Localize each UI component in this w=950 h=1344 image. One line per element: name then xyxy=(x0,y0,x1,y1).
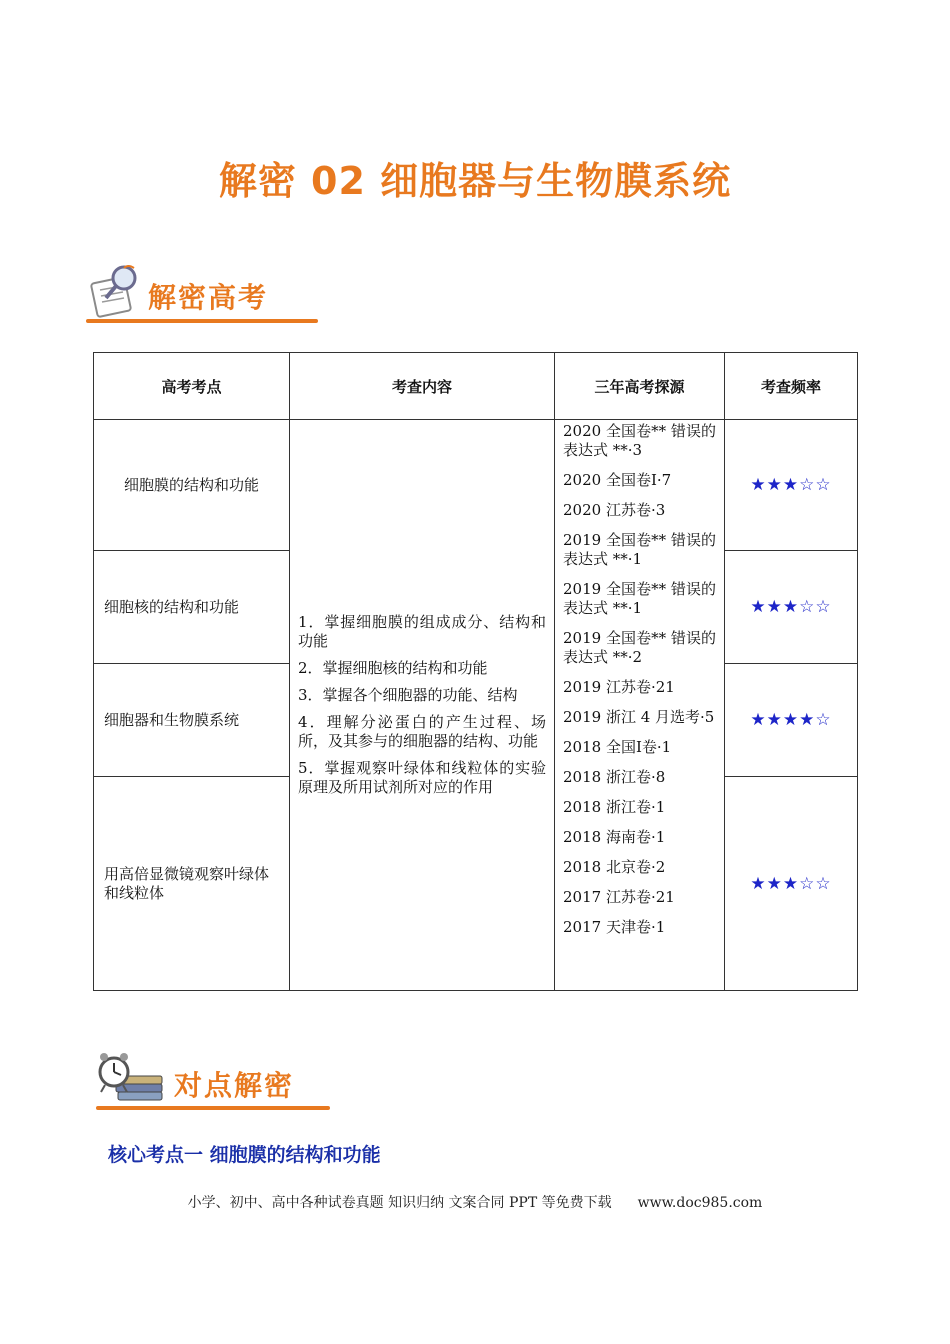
frequency-stars: ★★★☆☆ xyxy=(725,420,858,551)
table-row xyxy=(94,420,858,551)
source-item: 2018 北京卷·2 xyxy=(563,858,666,876)
source-item: 2020 江苏卷·3 xyxy=(563,501,666,519)
header-frequency: 考查频率 xyxy=(725,353,858,420)
frequency-stars: ★★★☆☆ xyxy=(725,777,858,991)
content-item: 5．掌握观察叶绿体和线粒体的实验原理及所用试剂所对应的作用 xyxy=(298,759,546,796)
notebook-magnifier-icon xyxy=(86,262,148,324)
header-source: 三年高考探源 xyxy=(555,353,725,420)
frequency-stars: ★★★☆☆ xyxy=(725,551,858,664)
content-item: 1．掌握细胞膜的组成成分、结构和功能 xyxy=(298,613,546,650)
source-item: 2019 全国卷** 错误的表达式 **·1 xyxy=(563,580,716,617)
source-item: 2019 全国卷** 错误的表达式 **·1 xyxy=(563,531,716,568)
source-item: 2017 天津卷·1 xyxy=(563,918,666,936)
source-item: 2018 全国Ⅰ卷·1 xyxy=(563,738,672,756)
page-title: 解密 02 细胞器与生物膜系统 xyxy=(218,159,732,203)
header-exam-point: 高考考点 xyxy=(94,353,290,420)
content-item: 3．掌握各个细胞器的功能、结构 xyxy=(298,686,518,704)
footer xyxy=(0,1192,950,1212)
frequency-stars: ★★★★☆ xyxy=(725,664,858,777)
source-item: 2019 浙江 4 月选考·5 xyxy=(563,708,715,726)
exam-point: 细胞核的结构和功能 xyxy=(94,551,290,664)
source-item: 2017 江苏卷·21 xyxy=(563,888,675,906)
exam-point: 细胞膜的结构和功能 xyxy=(94,420,290,551)
exam-point: 用高倍显微镜观察叶绿体和线粒体 xyxy=(94,777,290,991)
table-header-row xyxy=(94,353,858,420)
books-clock-icon xyxy=(96,1048,166,1108)
section-underline xyxy=(96,1106,330,1110)
source-item: 2019 江苏卷·21 xyxy=(563,678,675,696)
section-header-jiemi-gaokao xyxy=(86,262,326,332)
exam-point: 细胞器和生物膜系统 xyxy=(94,664,290,777)
section-label: 解密高考 xyxy=(148,281,269,314)
section-label: 对点解密 xyxy=(174,1069,295,1102)
exam-table xyxy=(93,352,858,991)
source-item: 2019 全国卷** 错误的表达式 **·2 xyxy=(563,629,716,666)
source-item: 2018 海南卷·1 xyxy=(563,828,666,846)
source-item: 2018 浙江卷·8 xyxy=(563,768,666,786)
footer-text: 小学、初中、高中各种试卷真题 知识归纳 文案合同 PPT 等免费下载 xyxy=(187,1195,612,1211)
content-item: 2．掌握细胞核的结构和功能 xyxy=(298,659,488,677)
source-item: 2020 全国卷** 错误的表达式 **·3 xyxy=(563,422,716,459)
source-item: 2020 全国卷Ⅰ·7 xyxy=(563,471,672,489)
core-point-title: 核心考点一 细胞膜的结构和功能 xyxy=(108,1144,381,1166)
content-cell xyxy=(290,420,555,991)
source-item: 2018 浙江卷·1 xyxy=(563,798,666,816)
section-underline xyxy=(86,319,318,323)
section-header-duidian-jiemi xyxy=(96,1048,336,1118)
content-item: 4．理解分泌蛋白的产生过程、场所，及其参与的细胞器的结构、功能 xyxy=(298,713,546,750)
source-cell xyxy=(555,420,725,991)
footer-url[interactable]: www.doc985.com xyxy=(637,1195,763,1211)
header-content: 考查内容 xyxy=(290,353,555,420)
